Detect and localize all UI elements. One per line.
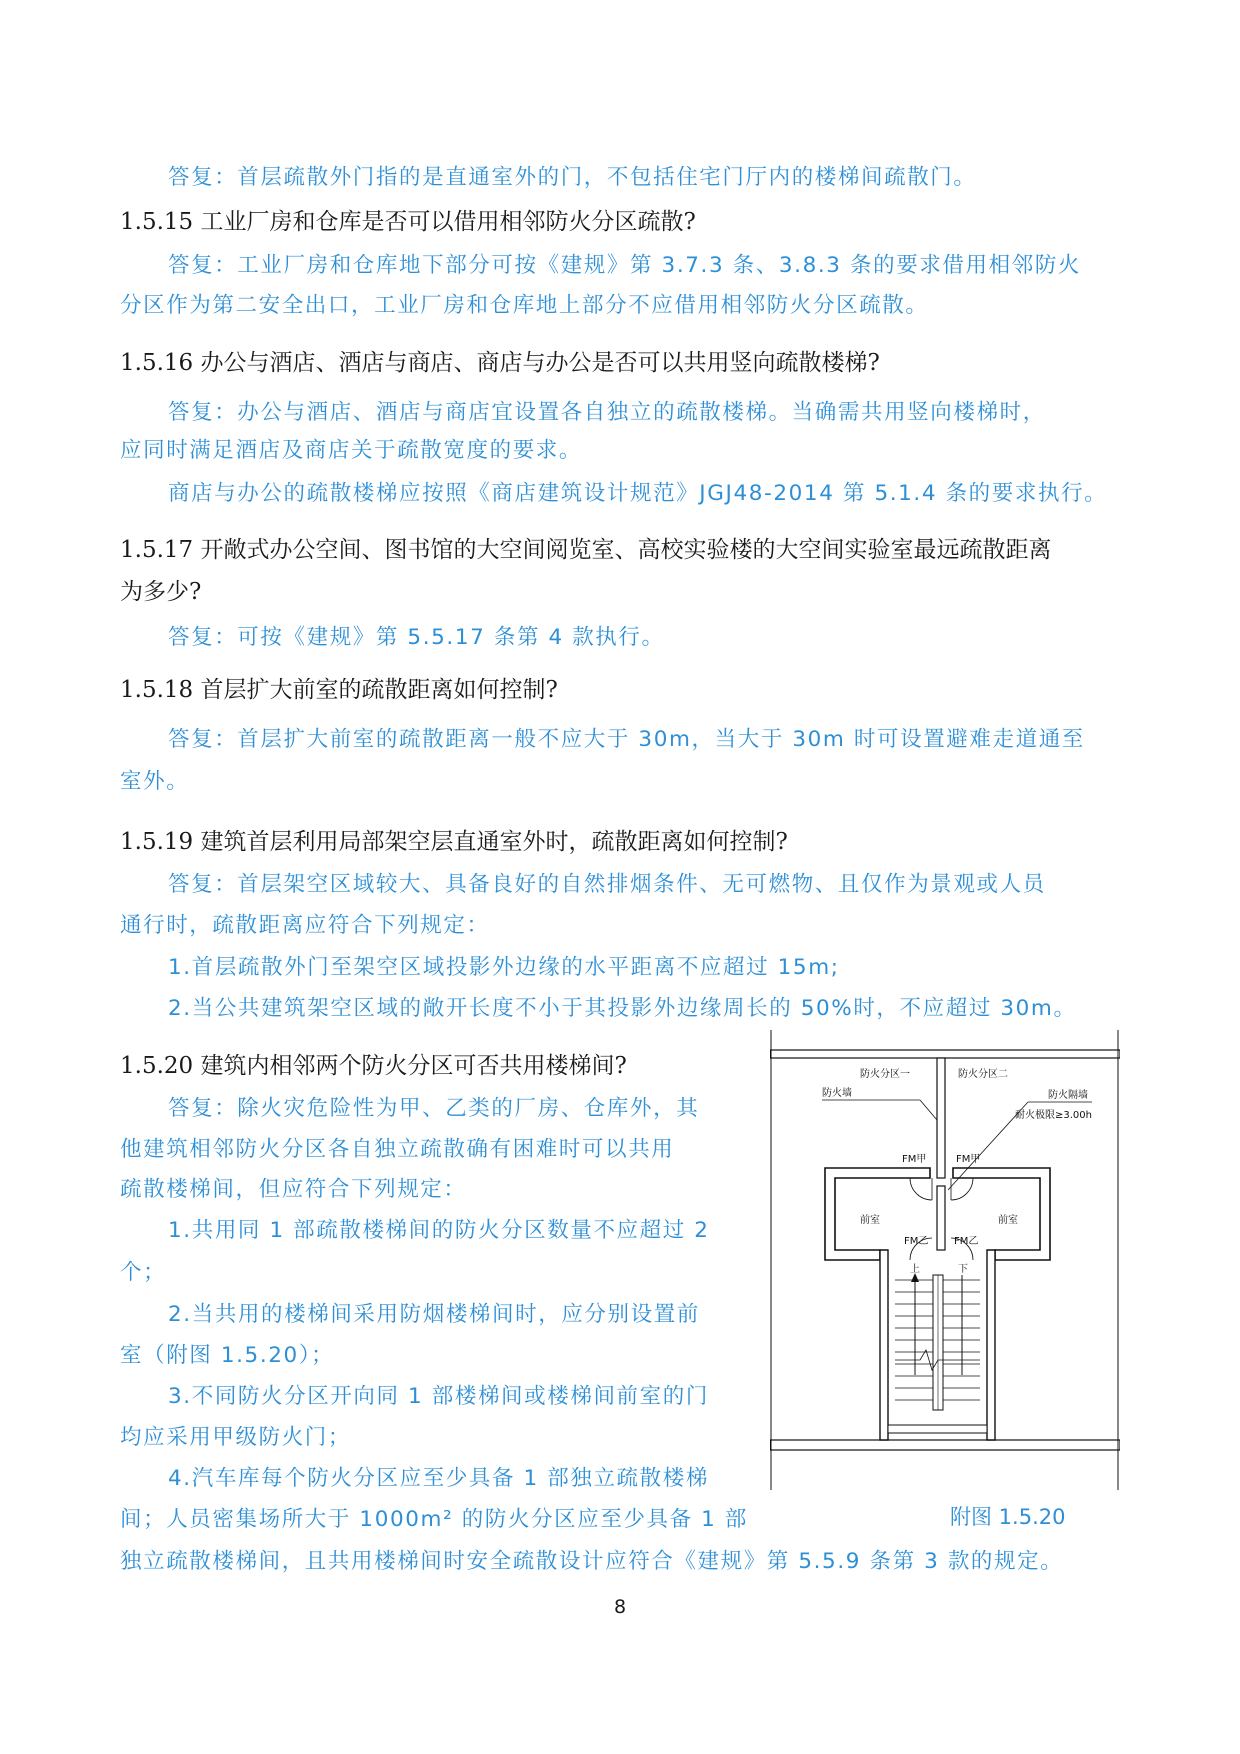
answer-line: 2.当共用的楼梯间采用防烟楼梯间时，应分别设置前 [168,1302,700,1327]
zone-2-label: 防火分区二 [958,1069,1008,1080]
question-heading: 1.5.18 首层扩大前室的疏散距离如何控制? [120,677,558,703]
question-heading: 1.5.17 开敞式办公空间、图书馆的大空间阅览室、高校实验楼的大空间实验室最远疏散距离 [120,537,1052,563]
answer-line: 应同时满足酒店及商店关于疏散宽度的要求。 [120,438,583,463]
page-number: 8 [613,1596,627,1618]
question-heading: 1.5.19 建筑首层利用局部架空层直通室外时，疏散距离如何控制? [120,829,788,855]
bottom-wall [770,1440,1120,1450]
question-heading: 1.5.20 建筑内相邻两个防火分区可否共用楼梯间? [120,1053,627,1079]
answer-line: 2.当公共建筑架空区域的敞开长度不小于其投影外边缘周长的 50%时，不应超过 30m。 [168,996,1077,1021]
anteroom-left-label: 前室 [860,1215,880,1226]
answer-line: 答复：可按《建规》第 5.5.17 条第 4 款执行。 [168,625,665,650]
answer-line: 均应采用甲级防火门； [120,1425,352,1450]
answer-line: 间；人员密集场所大于 1000m² 的防火分区应至少具备 1 部 [120,1507,748,1532]
door-fmjia-right-label: FM甲 [956,1154,981,1165]
answer-line: 答复：首层架空区域较大、具备良好的自然排烟条件、无可燃物、且仅作为景观或人员 [168,872,1046,897]
answer-line: 个； [120,1260,167,1285]
fire-partition [937,1186,945,1250]
partition-label: 防火隔墙 [1048,1090,1088,1101]
stair-plan-figure [770,1030,1120,1490]
figure-caption: 附图 1.5.20 [950,1505,1066,1529]
question-heading: 1.5.15 工业厂房和仓库是否可以借用相邻防火分区疏散? [120,209,696,235]
question-heading: 1.5.16 办公与酒店、酒店与商店、商店与办公是否可以共用竖向疏散楼梯? [120,350,880,376]
answer-line: 答复：除火灾危险性为甲、乙类的厂房、仓库外，其 [168,1096,700,1121]
stair-shaft-right-wall [987,1250,995,1440]
answer-line: 独立疏散楼梯间，且共用楼梯间时安全疏散设计应符合《建规》第 5.5.9 条第 3 款的规定。 [120,1549,1064,1574]
door-fmjia-left-label: FM甲 [902,1154,927,1165]
answer-line: 答复：办公与酒店、酒店与商店宜设置各自独立的疏散楼梯。当确需共用竖向楼梯时， [168,400,1046,425]
answer-line: 疏散楼梯间，但应符合下列规定： [120,1177,467,1202]
answer-line: 他建筑相邻防火分区各自独立疏散确有困难时可以共用 [120,1137,675,1162]
answer-line: 通行时，疏散距离应符合下列规定： [120,913,490,938]
answer-line: 商店与办公的疏散楼梯应按照《商店建筑设计规范》JGJ48-2014 第 5.1.4 条的要求执行。 [168,481,1108,506]
answer-line: 3.不同防火分区开向同 1 部楼梯间或楼梯间前室的门 [168,1384,709,1409]
answer-line: 答复：工业厂房和仓库地下部分可按《建规》第 3.7.3 条、3.8.3 条的要求借用相邻防火 [168,253,1082,278]
fire-wall [937,1058,945,1178]
anteroom-right-label: 前室 [998,1215,1018,1226]
answer-line: 分区作为第二安全出口，工业厂房和仓库地上部分不应借用相邻防火分区疏散。 [120,293,929,318]
answer-line: 4.汽车库每个防火分区应至少具备 1 部独立疏散楼梯 [168,1466,709,1491]
answer-line: 答复：首层扩大前室的疏散距离一般不应大于 30m，当大于 30m 时可设置避难走道通至 [168,727,1085,752]
question-heading: 为多少? [120,579,202,605]
stair-down-label: 下 [958,1264,968,1275]
door-fmyi-right-label: FM乙 [954,1236,979,1247]
door-fmyi-left-label: FM乙 [904,1236,929,1247]
answer-line: 室（附图 1.5.20）； [120,1343,335,1368]
answer-line: 答复：首层疏散外门指的是直通室外的门，不包括住宅门厅内的楼梯间疏散门。 [168,165,977,190]
zone-1-label: 防火分区一 [860,1069,910,1080]
firewall-label: 防火墙 [822,1088,852,1099]
answer-line: 1.共用同 1 部疏散楼梯间的防火分区数量不应超过 2 [168,1218,710,1243]
top-wall [770,1050,1120,1058]
rating-label: 耐火极限≥3.00h [1015,1110,1092,1121]
stair-up-label: 上 [910,1264,920,1275]
stair-shaft-left-wall [880,1250,888,1440]
answer-line: 1.首层疏散外门至架空区域投影外边缘的水平距离不应超过 15m; [168,955,840,980]
answer-line: 室外。 [120,769,190,794]
